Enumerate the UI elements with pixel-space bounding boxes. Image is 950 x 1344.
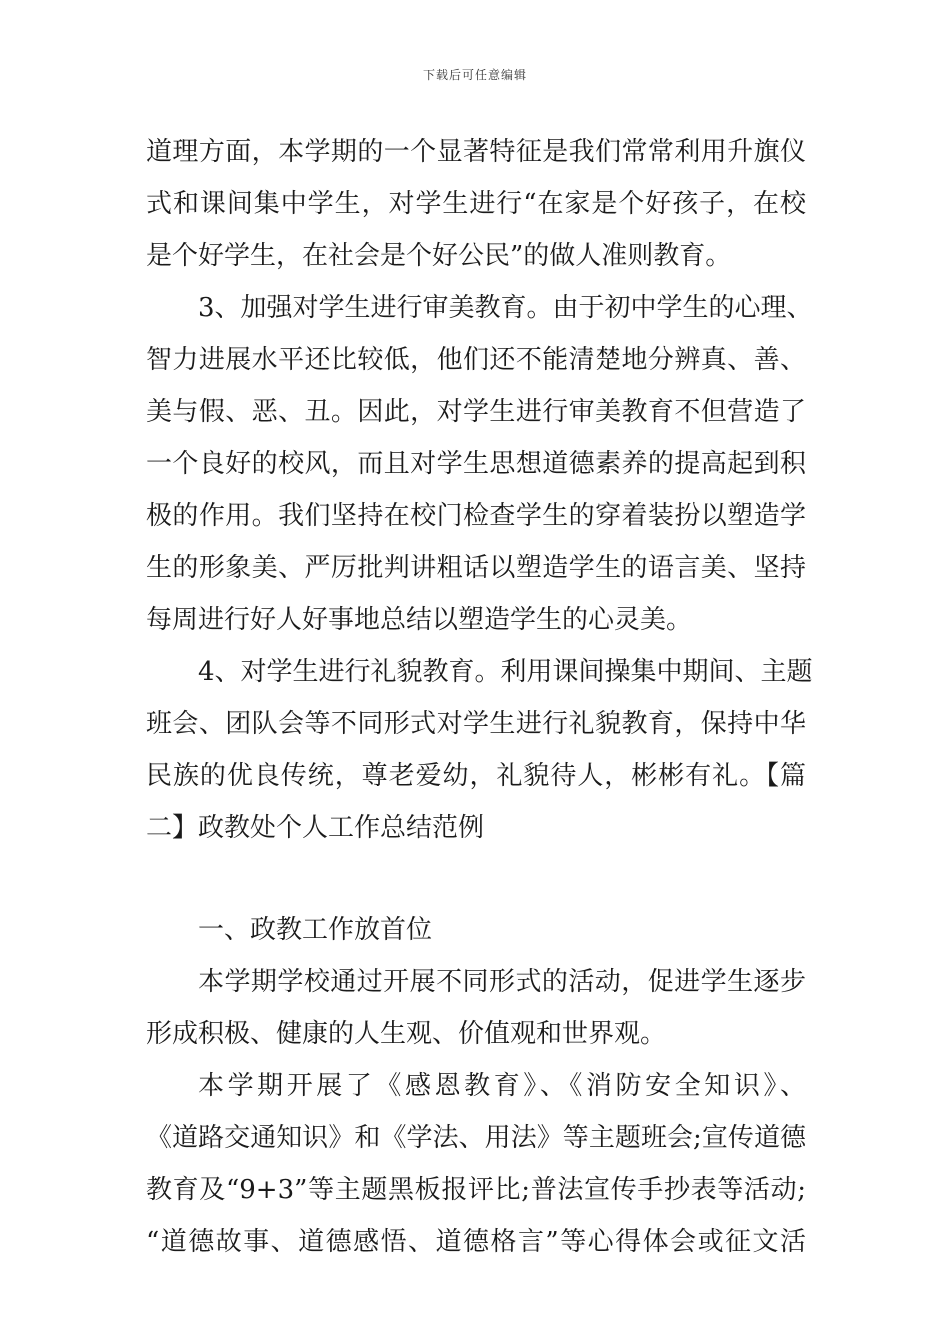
text-line: 生的形象美、严厉批判讲粗话以塑造学生的语言美、坚持	[146, 553, 806, 583]
text-line: 每周进行好人好事地总结以塑造学生的心灵美。	[146, 605, 693, 635]
text-line: 形成积极、健康的人生观、价值观和世界观。	[146, 1019, 667, 1049]
paragraph-start-line: 3、加强对学生进行审美教育。由于初中学生的心理、	[198, 293, 813, 323]
blank-gap	[146, 854, 806, 904]
text-line: 极的作用。我们坚持在校门检查学生的穿着装扮以塑造学	[146, 501, 806, 531]
text-line: 《道路交通知识》和《学法、用法》等主题班会;宣传道德	[146, 1123, 806, 1153]
text-line: 式和课间集中学生，对学生进行“在家是个好孩子，在校	[146, 189, 806, 219]
text-line: 智力进展水平还比较低，他们还不能清楚地分辨真、善、	[146, 345, 806, 375]
text-line: 班会、团队会等不同形式对学生进行礼貌教育，保持中华	[146, 709, 806, 739]
text-line: 道理方面，本学期的一个显著特征是我们常常利用升旗仪	[146, 137, 806, 167]
document-body	[146, 126, 813, 1268]
text-line: “道德故事、道德感悟、道德格言”等心得体会或征文活	[146, 1227, 806, 1257]
text-line: 民族的优良传统，尊老爱幼，礼貌待人，彬彬有礼。【篇	[146, 761, 806, 791]
paragraph-start-line: 本学期学校通过开展不同形式的活动，促进学生逐步	[198, 967, 806, 997]
paragraph-start-line: 本学期开展了《感恩教育》、《消防安全知识》、	[198, 1071, 806, 1101]
paragraph-start-line: 4、对学生进行礼貌教育。利用课间操集中期间、主题	[198, 657, 813, 687]
text-line: 一个良好的校风，而且对学生思想道德素养的提高起到积	[146, 449, 806, 479]
text-line: 是个好学生，在社会是个好公民”的做人准则教育。	[146, 241, 732, 271]
section-heading: 一、政教工作放首位	[198, 915, 433, 945]
page-header-note: 下载后可任意编辑	[422, 68, 527, 82]
text-line: 美与假、恶、丑。因此，对学生进行审美教育不但营造了	[146, 397, 806, 427]
section-title-line: 二】政教处个人工作总结范例	[146, 813, 485, 843]
text-line: 教育及“9+3”等主题黑板报评比;普法宣传手抄表等活动;	[146, 1175, 806, 1205]
